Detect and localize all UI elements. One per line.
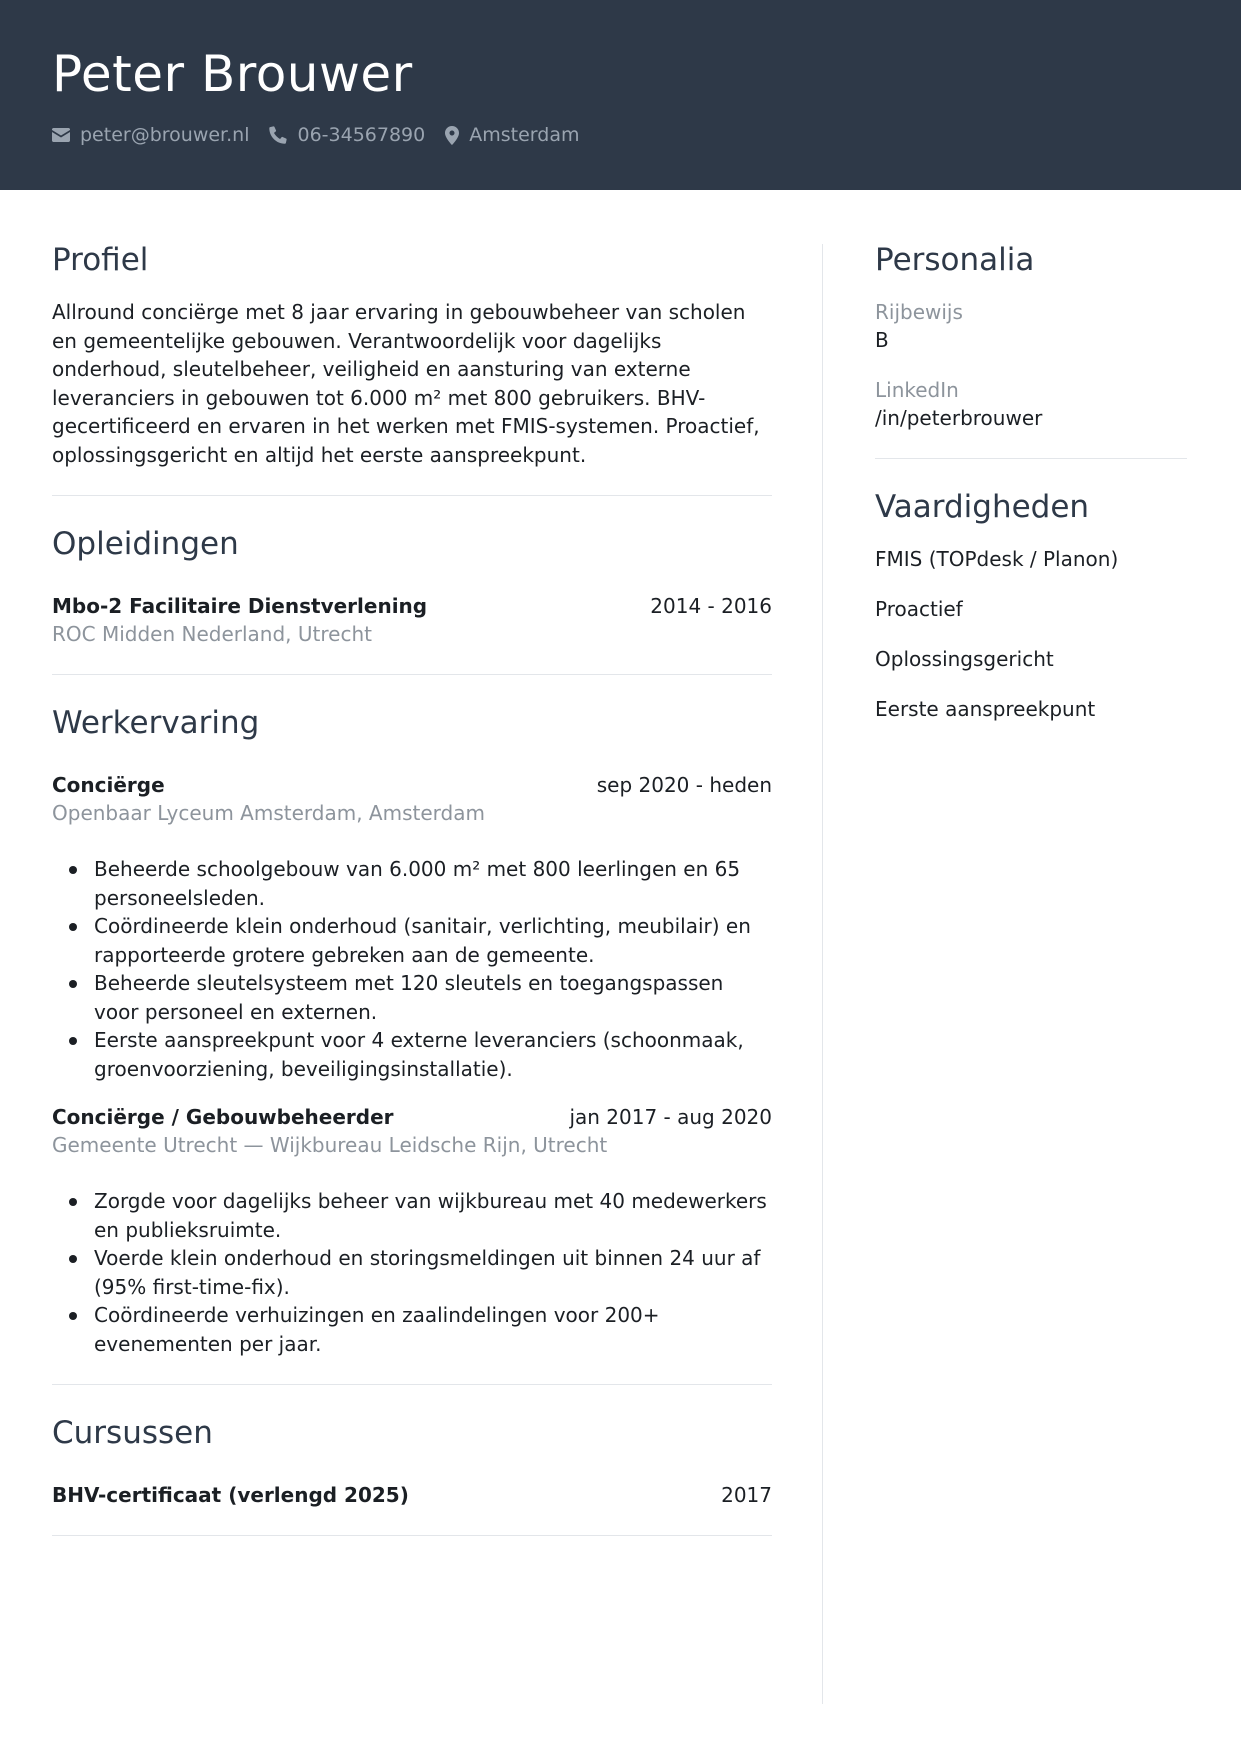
job-entry xyxy=(52,1103,772,1358)
education-section xyxy=(52,524,772,648)
skill-item: FMIS (TOPdesk / Planon) xyxy=(875,547,1119,571)
divider xyxy=(52,1384,772,1385)
personalia-item xyxy=(875,376,1187,432)
skill-item: Oplossingsgericht xyxy=(875,647,1054,671)
experience-section xyxy=(52,703,772,1358)
education-heading: Opleidingen xyxy=(52,526,239,562)
column-divider xyxy=(822,244,823,1704)
list-item: Beheerde sleutelsysteem met 120 sleutels en toegangspassen voor personeel en externen. xyxy=(52,969,772,1026)
profile-heading: Profiel xyxy=(52,242,149,278)
profile-text: Allround conciërge met 8 jaar ervaring in gebouwbeheer van scholen en gemeentelijke gebouwen. Verantwoordelijk voor dagelijks onderhoud, sleutelbeheer, veiligheid en aansturing van externe leveranciers in gebouwen tot 6.000 m² met 800 gebruikers. BHV-gecertificeerd en ervaren in het werken met FMIS-systemen. Proactief, oplossingsgericht en altijd het eerste aanspreekpunt. xyxy=(52,300,760,467)
job-date: jan 2017 - aug 2020 xyxy=(569,1105,772,1129)
envelope-icon xyxy=(52,128,70,142)
list-item: Coördineerde klein onderhoud (sanitair, verlichting, meubilair) en rapporteerde grotere gebreken aan de gemeente. xyxy=(52,912,772,969)
divider xyxy=(875,458,1187,459)
job-title: Conciërge / Gebouwbeheerder xyxy=(52,1105,394,1129)
education-institution: ROC Midden Nederland, Utrecht xyxy=(52,622,372,646)
list-item: Eerste aanspreekpunt voor 4 externe leveranciers (schoonmaak, groenvoorziening, beveiligingsinstallatie). xyxy=(52,1026,772,1083)
education-date: 2014 - 2016 xyxy=(650,594,772,618)
skills-section xyxy=(875,487,1187,723)
education-title: Mbo-2 Facilitaire Dienstverlening xyxy=(52,594,428,618)
personalia-label: Rijbewijs xyxy=(875,300,963,324)
contact-email[interactable] xyxy=(52,124,249,146)
personalia-section xyxy=(875,240,1187,432)
list-item: Voerde klein onderhoud en storingsmeldingen uit binnen 24 uur af (95% first-time-fix). xyxy=(52,1244,772,1301)
skill-item: Proactief xyxy=(875,597,963,621)
job-bullets xyxy=(52,1187,772,1358)
job-date: sep 2020 - heden xyxy=(596,773,772,797)
email-text: peter@brouwer.nl xyxy=(80,124,250,146)
skill-item: Eerste aanspreekpunt xyxy=(875,697,1096,721)
courses-section xyxy=(52,1413,772,1509)
course-date: 2017 xyxy=(721,1483,772,1507)
phone-icon xyxy=(269,126,287,144)
profile-section xyxy=(52,240,772,469)
sidebar-column xyxy=(875,240,1187,723)
personalia-value[interactable]: /in/peterbrouwer xyxy=(875,406,1043,430)
job-entry xyxy=(52,771,772,1083)
list-item: Coördineerde verhuizingen en zaalindelingen voor 200+ evenementen per jaar. xyxy=(52,1301,772,1358)
education-entry xyxy=(52,592,772,648)
header-banner xyxy=(0,0,1241,190)
personalia-value: B xyxy=(875,328,889,352)
main-column xyxy=(52,240,772,1536)
list-item: Zorgde voor dagelijks beheer van wijkbureau met 40 medewerkers en publieksruimte. xyxy=(52,1187,772,1244)
contact-info xyxy=(52,122,599,148)
job-bullets xyxy=(52,855,772,1083)
map-marker-icon xyxy=(445,126,459,145)
contact-phone[interactable] xyxy=(269,124,425,146)
experience-heading: Werkervaring xyxy=(52,705,260,741)
job-employer: Openbaar Lyceum Amsterdam, Amsterdam xyxy=(52,801,485,825)
job-title: Conciërge xyxy=(52,773,165,797)
contact-location xyxy=(445,124,579,146)
course-entry xyxy=(52,1481,772,1509)
courses-heading: Cursussen xyxy=(52,1415,213,1451)
course-title: BHV-certificaat (verlengd 2025) xyxy=(52,1483,409,1507)
personalia-heading: Personalia xyxy=(875,242,1035,278)
personalia-item xyxy=(875,298,1187,354)
candidate-name: Peter Brouwer xyxy=(52,45,413,103)
list-item: Beheerde schoolgebouw van 6.000 m² met 800 leerlingen en 65 personeelsleden. xyxy=(52,855,772,912)
phone-text: 06-34567890 xyxy=(297,124,426,146)
divider xyxy=(52,1535,772,1536)
personalia-label: LinkedIn xyxy=(875,378,959,402)
divider xyxy=(52,495,772,496)
skills-heading: Vaardigheden xyxy=(875,489,1090,525)
location-text: Amsterdam xyxy=(469,124,580,146)
job-employer: Gemeente Utrecht — Wijkbureau Leidsche Rijn, Utrecht xyxy=(52,1133,608,1157)
divider xyxy=(52,674,772,675)
